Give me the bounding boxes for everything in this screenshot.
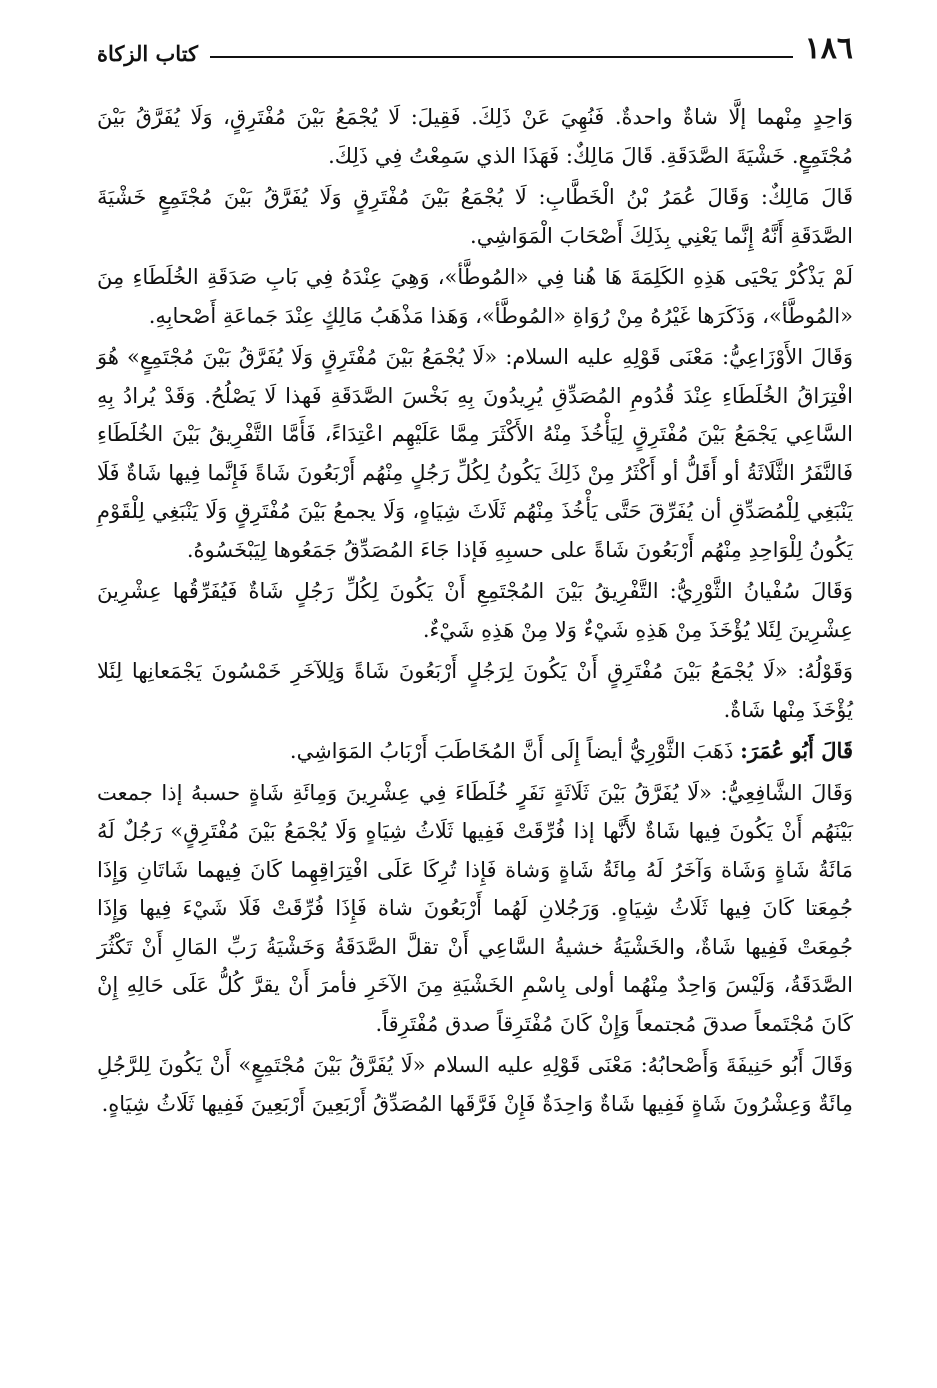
paragraph-3: لَمْ يَذْكُرْ يَحْيَى هَذِهِ الكَلِمَةَ هَا هُنا فِي «المُوطَّأ»، وَهِيَ عِنْدَهُ فِي بَابِ صَدَقَةِ الخُلَطَاءِ مِنَ «المُوطَّأ»، وَذَكَرَها غَيْرُهُ مِنْ رُوَاةِ «المُوطَّأ»، وَهَذا مَذْهَبُ مَالِكٍ عِنْدَ جَماعَةِ أَصْحابِهِ. (97, 265, 853, 328)
header-rule (210, 56, 793, 58)
page-number: ١٨٦ (804, 31, 853, 66)
page-header (97, 26, 853, 64)
paragraph-7-lead: قَالَ أَبُو عُمَرَ: (740, 738, 853, 763)
paragraph-7-text: ذَهَبَ الثَّوْرِيُّ أيضاً إِلَى أَنَّ المُخَاطَبَ أَرْبَابُ المَوَاشِي. (289, 739, 734, 763)
paragraph-6: وَقَوْلُهُ: «لَا يُجْمَعُ بَيْنَ مُفْتَرِقٍ أَنْ يَكُونَ لِرَجُلٍ أَرْبَعُونَ شَاةً وَلِلآخَرِ خَمْسُونَ يَجْمَعانِها لِئَلا يُؤْخَذَ مِنْها شَاةٌ. (97, 659, 853, 722)
page-body (97, 98, 853, 1123)
paragraph-1: وَاحِدٍ مِنْهما إلَّا شاةٌ واحدةٌ. فَنُهِيَ عَنْ ذَلِكَ. فَقِيلَ: لَا يُجْمَعُ بَيْنَ مُفْتَرِقٍ، وَلَا يُفَرَّقُ بَيْنَ مُجْتَمِعٍ. خَشْيَةَ الصَّدَقَةِ. قَالَ مَالِكٌ: فَهَذَا الذي سَمِعْتُ فِي ذَلِكَ. (97, 105, 853, 168)
paragraph-4: وَقَالَ الأَوْزَاعِيُّ: مَعْنَى قَوْلِهِ عليه السلام: «لَا يُجْمَعُ بَيْنَ مُفْتَرِقٍ وَلَا يُفَرَّقُ بَيْنَ مُجْتَمِعٍ» هُوَ افْتِرَاقُ الخُلَطَاءِ عِنْدَ قُدُومِ المُصَدِّقِ يُرِيدُونَ بِهِ بَخْسَ الصَّدَقَةِ فَهذا لَا يَصْلُحُ. وَقَدْ يُرادُ بِهِ السَّاعِي يَجْمَعُ بَيْنَ مُفْتَرِقٍ لِيَأْخُذَ مِنْهُ الأَكْثَرَ مِمَّا عَلَيْهِم اعْتِدَاءً، فَأَمَّا التَّفْرِيقُ بَيْنَ الخُلَطَاءِ فَالنَّفَرُ الثَّلَاثَةُ أو أَقَلُّ أو أَكْثَرُ مِنْ ذَلِكَ يَكُونُ لِكُلِّ رَجُلٍ مِنْهُم أَرْبَعُونَ شَاةً فَإِنَّما فِيها شَاةٌ فَلَا يَنْبَغِي لِلْمُصَدِّقِ أن يُفَرِّقَ حَتَّى يَأْخُذَ مِنْهُم ثَلَاثَ شِيَاهٍ، وَلَا يجمعُ بَيْنَ مُفْتَرِقٍ وَلَا يَنْبَغِي لِلْقَوْمِ يَكُونُ لِلْوَاحِدِ مِنْهُم أَرْبَعُونَ شَاةً على حسبِهِ فَإذا جَاءَ المُصَدِّقُ جَمَعُوها لِيَبْخَسُوهُ. (97, 345, 853, 562)
paragraph-5: وَقَالَ سُفْيانُ الثَّوْرِيُّ: التَّفْرِيقُ بَيْنَ المُجْتَمِعِ أَنْ يَكُونَ لِكُلِّ رَجُلٍ شَاةٌ فَيُفَرِّقُها عِشْرِينَ عِشْرِينَ لِئَلا يُؤْخَذَ مِنْ هَذِهِ شَيْءٌ وَلا مِنْ هَذِهِ شَيْءٌ. (97, 579, 853, 642)
paragraph-7 (97, 732, 853, 771)
paragraph-8: وَقَالَ الشَّافِعِيُّ: «لَا يُفَرَّقُ بَيْنَ ثَلَاثَةٍ نَفَرٍ خُلَطَاءَ فِي عِشْرِينَ وَمِائَةِ شَاةٍ حسبهُ إذا جمعت بَيْنَهُم أَنْ يَكُونَ فِيها شَاةٌ لأَنَّها إذا فُرِّقَتْ فَفِيها ثَلَاثُ شِيَاهٍ وَلَا يُجْمَعُ بَيْنَ مُفْتَرِقٍ» رَجُلٌ لَهُ مَائَةُ شَاةٍ وَشَاة وَآخَرُ لَهُ مِائَةُ شَاةٍ وَشاة فَإِذا تُرِكَا عَلَى افْتِرَاقِهِما كَانَ فِيهما شَاتَانِ وَإِذَا جُمِعَتا كَانَ فِيها ثَلَاثُ شِيَاهٍ. وَرَجُلانِ لَهُما أَرْبَعُونَ شاة فَإِذَا فُرِّقَتْ فَلَا شَيْءَ فِيها وَإِذَا جُمِعَتْ فَفِيها شَاةٌ، والخَشْيَةُ خشيةُ السَّاعِي أَنْ تقلَّ الصَّدَقَةُ وَخَشْيَةُ رَبِّ المَالِ أَنْ تَكْثُرَ الصَّدَقَةُ، وَلَيْسَ وَاحِدٌ مِنْهُما أولى بِاسْمِ الخَشْيَةِ مِنَ الآخَرِ فأمرَ أَنْ يقرَّ كُلُّ عَلَى حَالِهِ إِنْ كَانَ مُجْتَمعاً صدقَ مُجتمعاً وَإِنْ كَانَ مُفْتَرِقاً صدق مُفْتَرِقاً. (97, 780, 853, 1036)
paragraph-9: وَقَالَ أَبُو حَنِيفَةَ وَأَصْحابُهُ: مَعْنَى قَوْلِهِ عليه السلام «لَا يُفَرَّقُ بَيْنَ مُجْتَمِعٍ» أَنْ يَكُونَ لِلرَّجُلِ مِائَةٌ وَعِشْرُونَ شَاةٍ فَفِيها شَاةٌ وَاحِدَةٌ فَإِنْ فَرَّقَها المُصَدِّقُ أَرْبَعِينَ أَرْبَعِينَ فَفِيها ثَلَاثُ شِيَاهٍ. (97, 1053, 853, 1116)
paragraph-2: قَالَ مَالِكٌ: وَقَالَ عُمَرُ بْنُ الْخَطَّابِ: لَا يُجْمَعُ بَيْنَ مُفْتَرِقٍ وَلَا يُفَرَّقُ بَيْنَ مُجْتَمِعٍ خَشْيَةَ الصَّدَقَةِ أَنَّهُ إِنَّما يَعْنِي بِذَلِكَ أَصْحَابَ الْمَوَاشِي. (97, 185, 853, 248)
book-title: كتاب الزكاة (97, 41, 199, 66)
